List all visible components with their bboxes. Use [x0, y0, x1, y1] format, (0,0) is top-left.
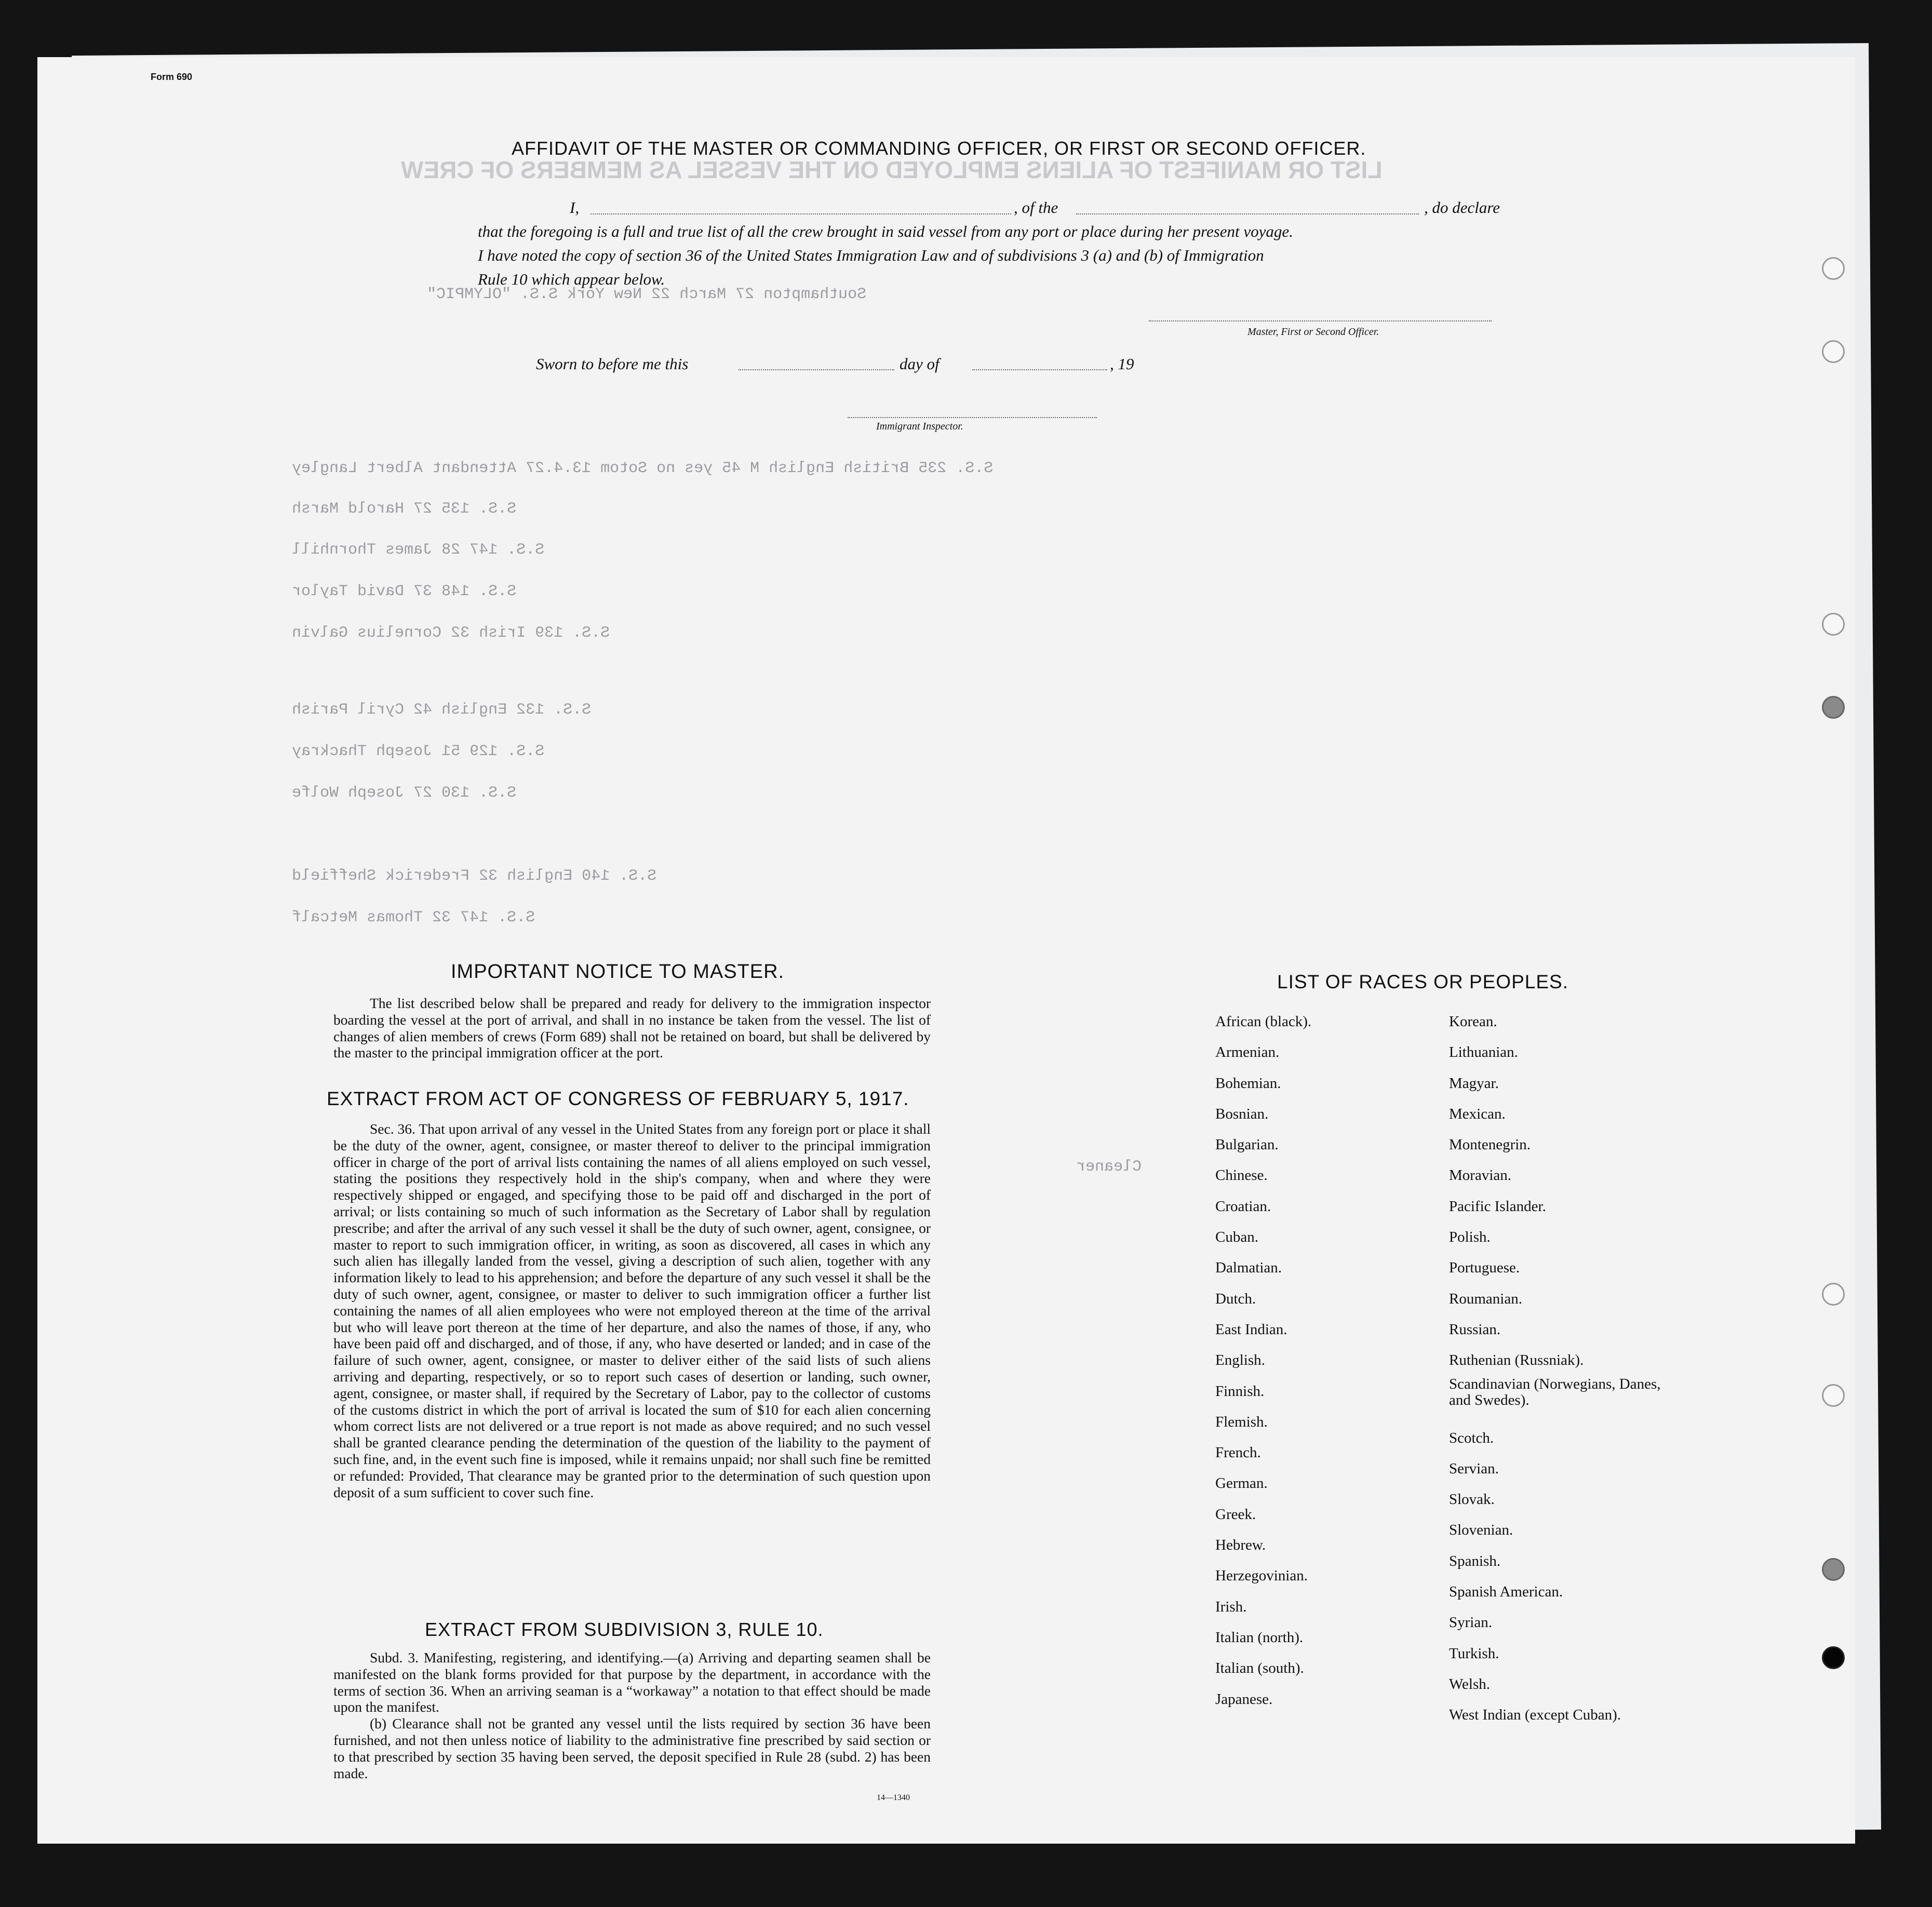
race-item: Syrian. — [1449, 1614, 1492, 1631]
race-item: Chinese. — [1215, 1167, 1268, 1184]
race-item: Greek. — [1215, 1506, 1256, 1523]
race-item: Dutch. — [1215, 1290, 1256, 1307]
rule-extract-text — [333, 1649, 931, 1781]
punch-hole — [1822, 340, 1845, 363]
punch-hole — [1822, 257, 1845, 280]
section-36-paragraph: Sec. 36. That upon arrival of any vessel in the United States from any foreign port or place it shall be the duty of the owner, agent, consignee, or master thereof to deliver to the principal immigration officer in charge of the port of arrival lists containing the names of all aliens employed on such vessel, stating the positions they respectively hold in the ship's company, when and where they were respectively shipped or engaged, and specifying those to be paid off and discharged in the port of arrival; or lists containing so much of such information as the Secretary of Labor shall by regulation prescribe; and after the arrival of any such vessel it shall be the duty of such owner, agent, consignee, or master to report to such immigration officer, in writing, as soon as discovered, all cases in which any such alien has illegally landed from the vessel, giving a description of such alien, together with any information likely to lead to his apprehension; and before the departure of any such vessel it shall be the duty of such owner, agent, consignee, or master to deliver to such immigration officer a further list containing the names of all alien employees who were not employed thereon at the time of the arrival but who will leave port thereon at the time of her departure, and also the names of those, if any, who have been paid off and discharged, and of those, if any, who have deserted or landed; and in case of the failure of such owner, agent, consignee, or master to deliver either of the said lists of such aliens arriving and departing, respectively, or so to report such cases of desertion or landing, such owner, agent, consignee, or master shall, if required by the Secretary of Labor, pay to the collector of customs of the customs district in which the port of arrival is located the sum of $10 for each alien concerning whom correct lists are not delivered or a true report is not made as above required; and no such vessel shall be granted clearance pending the determination of the question of the liability to the payment of such fine, and, in the event such fine is imposed, while it remains unpaid; nor shall such fine be remitted or refunded: Provided, That clearance may be granted prior to the determination of such question upon deposit of a sum sufficient to cover such fine. — [333, 1121, 931, 1500]
sworn-text: Sworn to before me this — [536, 355, 689, 373]
affidavit-line4: Rule 10 which appear below. — [478, 270, 665, 288]
race-item: French. — [1215, 1444, 1261, 1461]
race-item: West Indian (except Cuban). — [1449, 1707, 1621, 1724]
affidavit-line3: I have noted the copy of section 36 of the United States Immigration Law and of subdivisions 3 (a) and (b) of Immigration — [478, 246, 1264, 264]
act-extract-title: EXTRACT FROM ACT OF CONGRESS OF FEBRUARY 5, 1917. — [327, 1088, 909, 1109]
races-right-column — [1449, 1006, 1678, 1731]
race-item: Bohemian. — [1215, 1075, 1281, 1092]
sworn-day-blank[interactable] — [739, 369, 894, 370]
race-item: Spanish. — [1449, 1552, 1501, 1569]
race-item: Cuban. — [1215, 1229, 1258, 1246]
race-item: Bosnian. — [1215, 1105, 1269, 1122]
race-item: Hebrew. — [1215, 1537, 1266, 1554]
race-item: Japanese. — [1215, 1690, 1273, 1708]
race-item: Pacific Islander. — [1449, 1198, 1546, 1215]
race-item: Herzegovinian. — [1215, 1567, 1308, 1584]
sworn-month-blank[interactable] — [972, 369, 1107, 370]
race-item: Dalmatian. — [1215, 1259, 1282, 1277]
race-item: East Indian. — [1215, 1321, 1287, 1338]
race-item: Korean. — [1449, 1013, 1497, 1030]
race-item: Italian (north). — [1215, 1629, 1304, 1646]
day-of-text: day of — [900, 355, 940, 373]
year-text: , 19 — [1110, 355, 1134, 373]
notice-text — [333, 995, 931, 1061]
race-item: Mexican. — [1449, 1105, 1506, 1122]
master-signature-blank[interactable] — [1149, 320, 1492, 321]
race-item: German. — [1215, 1475, 1268, 1492]
race-item: Scotch. — [1449, 1429, 1494, 1446]
race-item: Spanish American. — [1449, 1583, 1563, 1601]
punch-hole — [1822, 1384, 1845, 1407]
affidavit-i: I, — [570, 198, 580, 217]
race-item: Magyar. — [1449, 1075, 1499, 1092]
rule-extract-title: EXTRACT FROM SUBDIVISION 3, RULE 10. — [425, 1619, 824, 1640]
form-number: Form 690 — [151, 72, 193, 82]
notice-paragraph: The list described below shall be prepared and ready for delivery to the immigration inspector boarding the vessel at the port of arrival, and shall in no instance be taken from the vessel. The list of changes of alien members of crews (Form 689) shall not be retained on board, but shall be delivered by the master to the principal immigration officer at the port. — [333, 995, 931, 1061]
punch-hole — [1822, 613, 1845, 636]
punch-hole — [1822, 1646, 1845, 1669]
race-item: Turkish. — [1449, 1645, 1499, 1662]
race-item: Slovak. — [1449, 1491, 1495, 1508]
form-page: LIST OR MANIFEST OF ALIENS EMPLOYED ON THE VESSEL AS MEMBERS OF CREW S.S. 235 British English M 45 yes no Sotom 13.4.27 Attendant Albert Langley Southampton 27 March 22 New York S.S. "OLYMPIC" S.S. 135 27 Harold Marsh S.S. 147 28 James Thornhill S.S. 148 37 David Taylor S.S. 139 Irish 32 Cornelius Galvin S.S. 132 English 42 Cyril Parish S.S. 129 51 Joseph Thackray S.S. 130 27 Joseph Wolfe S.S. 140 English 32 Frederick Sheffield S.S. 147 32 Thomas Metcalf Cleaner Form 690 AFFIDAVIT OF THE MASTER OR COMMANDING OFFICER, OR FIRST OR SECOND OFFICER. I, , of the , do declare that the foregoing is a full and true list of all the crew brought in said vessel from any port or place during her present voyage. I have noted the copy of section 36 of the United States Immigration Law and of subdivisions 3 (a) and (b) of Immigration Rule 10 which appear below. Master, First or Second Officer. Sworn to before me this day of , 19 Immigrant Inspector. IMPORTANT NOTICE TO MASTER. The list described below shall be prepared and ready for delivery to the immigration inspector boarding the vessel at the port of arrival, and shall in no instance be taken from the vessel. The list of changes of alien members of crews (Form 689) shall not be retained on board, but shall be delivered by the master to the principal immigration officer at the port. EXTRACT FROM ACT OF CONGRESS OF FEBRUARY 5, 1917. Sec. 36. That upon arrival of any vessel in the United States from any foreign port or place it shall be the duty of the owner, agent, consignee, or master thereof to deliver to the principal immigration officer in charge of the port of arrival lists containing the names of all aliens employed on such vessel, stating the positions they respectively hold in the ship's company, when and where they were respectively shipped or engaged, and specifying those to be paid off and discharged in the port of arrival; or lists containing so much of such information as the Secretary of Labor shall by regulation prescribe; and after the arrival of any such vessel it shall be the duty of such owner, agent, consignee, or master to report to such immigration officer, in writing, as soon as discovered, all cases in which any such alien has illegally landed from the vessel, giving a description of such alien, together with any information likely to lead to his apprehension; and before the departure of any such vessel it shall be the duty of such owner, agent, consignee, or master to deliver to such immigration officer a further list containing the names of all alien employees who were not employed thereon at the time of the arrival but who will leave port thereon at the time of her departure, and also the names of those, if any, who have been paid off and discharged, and of those, if any, who have deserted or landed; and in case of the failure of such owner, agent, consignee, or master to deliver either of the said lists of such aliens arriving and departing, respectively, or so to report such cases of desertion or landing, such owner, agent, consignee, or master shall, if required by the Secretary of Labor, pay to the collector of customs of the customs district in which the port of arrival is located the sum of $10 for each alien concerning whom correct lists are not delivered or a true report is not made as above required; and no such vessel shall be granted clearance pending the determination of the question of the liability to the payment of such fine, and, in the event such fine is imposed, while it remains unpaid; nor shall such fine be remitted or refunded: Provided, That clearance may be granted prior to the determination of such question upon deposit of a sum sufficient to cover such fine. EXTRACT FROM SUBDIVISION 3, RULE 10. Subd. 3. Manifesting, registering, and identifying.—(a) Arriving and departing seamen shall be manifested on the blank forms provided for that purpose by the department, in accordance with the terms of section 36. When an arriving seaman is a “workaway” a notation to that effect should be made upon the manifest. (b) Clearance shall not be granted any vessel until the lists required by section 36 have been furnished, and not then unless notice of liability to the administrative fine prescribed by said section or to that prescribed by section 35 having been served, the deposit specified in Rule 28 (subd. 2) has been made. 14—1340 LIST OF RACES OR PEOPLES. African (black). Armenian. Bohemian. Bosnian. Bulgarian. Chinese. Croatian. Cuban. Dalmatian. Dutch. East Indian. English. Finnish. Flemish. French. German. Greek. Hebrew. Herzegovinian. Irish. Italian (north). Italian (south). Japanese. Korean. Lithuanian. Magyar. Mexican. Montenegrin. Moravian. Pacific Islander. Polish. Portuguese. Roumanian. Russian. Ruthenian (Russniak). Scandinavian (Norwegians, Danes, and Swedes). Scotch. Servian. Slovak. Slovenian. Spanish. Spanish American. Syrian. Turkish. Welsh. West Indian (except Cuban). — [37, 57, 1855, 1844]
race-item: Flemish. — [1215, 1413, 1268, 1430]
punch-hole — [1822, 1283, 1845, 1306]
inspector-label: Immigrant Inspector. — [876, 421, 963, 432]
race-item: Polish. — [1449, 1229, 1491, 1246]
name-blank[interactable] — [591, 213, 1011, 214]
affidavit-do-declare: , do declare — [1424, 198, 1500, 217]
race-item: Italian (south). — [1215, 1660, 1304, 1677]
subdivision-a-paragraph: Subd. 3. Manifesting, registering, and identifying.—(a) Arriving and departing seamen shall be manifested on the blank forms provided for that purpose by the department, in accordance with the terms of section 36. When an arriving seaman is a “workaway” a notation to that effect should be made upon the manifest. — [333, 1649, 931, 1715]
affidavit-line2: that the foregoing is a full and true list of all the crew brought in said vessel from any port or place during her present voyage. — [478, 222, 1293, 240]
race-item: Scandinavian (Norwegians, Danes, and Swedes). — [1449, 1375, 1661, 1408]
race-item: Slovenian. — [1449, 1522, 1513, 1539]
race-item: Russian. — [1449, 1321, 1501, 1338]
race-item: Irish. — [1215, 1598, 1247, 1615]
race-item: Ruthenian (Russniak). — [1449, 1352, 1584, 1369]
race-item: Armenian. — [1215, 1044, 1280, 1061]
race-item: Roumanian. — [1449, 1290, 1522, 1307]
races-left-column — [1215, 1006, 1311, 1715]
master-signature-label: Master, First or Second Officer. — [1247, 326, 1379, 338]
race-item: Bulgarian. — [1215, 1136, 1279, 1153]
affidavit-of-the: , of the — [1014, 198, 1058, 217]
race-item: Moravian. — [1449, 1167, 1511, 1184]
punch-hole — [1822, 696, 1845, 719]
inspector-signature-blank[interactable] — [848, 417, 1097, 418]
act-extract-text — [333, 1121, 931, 1500]
race-item: Croatian. — [1215, 1198, 1271, 1215]
race-item: Montenegrin. — [1449, 1136, 1531, 1153]
race-item: Finnish. — [1215, 1382, 1265, 1400]
notice-title: IMPORTANT NOTICE TO MASTER. — [451, 961, 785, 983]
race-item: Welsh. — [1449, 1675, 1491, 1693]
vessel-blank[interactable] — [1076, 213, 1419, 214]
punch-hole — [1822, 1558, 1845, 1581]
race-item: Servian. — [1449, 1460, 1499, 1477]
subdivision-b-paragraph: (b) Clearance shall not be granted any vessel until the lists required by section 36 have been furnished, and not then unless notice of liability to the administrative fine prescribed by said section or to that prescribed by section 35 having been served, the deposit specified in Rule 28 (subd. 2) has been made. — [333, 1715, 931, 1781]
race-item: Portuguese. — [1449, 1259, 1520, 1277]
race-item: English. — [1215, 1352, 1265, 1369]
race-item: Lithuanian. — [1449, 1044, 1518, 1061]
affidavit-title: AFFIDAVIT OF THE MASTER OR COMMANDING OFFICER, OR FIRST OR SECOND OFFICER. — [512, 138, 1366, 159]
race-item: African (black). — [1215, 1013, 1312, 1030]
races-title: LIST OF RACES OR PEOPLES. — [1277, 971, 1568, 992]
footer-code: 14—1340 — [877, 1793, 910, 1802]
